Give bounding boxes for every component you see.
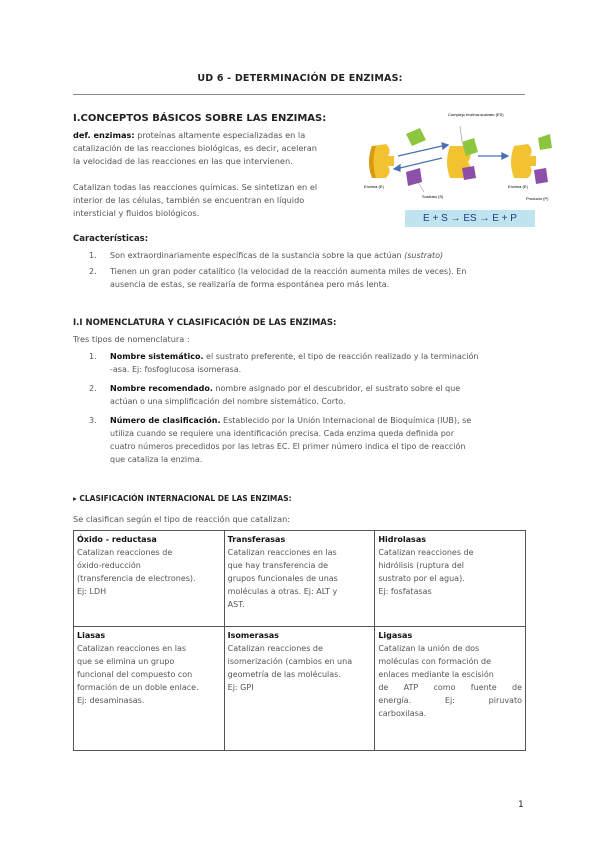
list-text: -asa. Ej: fosfoglucosa isomerasa.: [110, 365, 242, 374]
cell-line: formación de un doble enlace.: [77, 683, 199, 692]
cell-line: carboxilasa.: [378, 709, 427, 718]
enzyme-substrate-complex: [447, 138, 478, 180]
cell-line: enlaces mediante la escisión: [378, 670, 494, 679]
cell-line: Ej: desaminasas.: [77, 696, 145, 705]
cell-line: funcional del compuesto con: [77, 670, 193, 679]
list-item: [73, 249, 533, 262]
label-enzyme-left: Enzima (E): [364, 184, 384, 189]
list-number: 3.: [89, 416, 97, 425]
cell-title: Óxido - reductasa: [77, 535, 157, 544]
label-complex: Complejo enzima-sustrato (ES): [448, 112, 504, 117]
list-text: Son extraordinariamente específicas de la sustancia sobre la que actúan: [110, 251, 405, 260]
label-enzyme-right: Enzima (E): [508, 184, 528, 189]
definition-line: la velocidad de las reacciones en las que intervienen.: [73, 156, 293, 166]
table-row: [74, 627, 526, 751]
cell-line: energía. Ej: piruvato: [378, 696, 522, 705]
list-term: Nombre sistemático.: [110, 352, 204, 361]
cell-line: AST.: [227, 600, 245, 609]
cell-line: grupos funcionales de unas: [227, 574, 338, 583]
nomenclature-intro: Tres tipos de nomenclatura :: [73, 334, 190, 344]
list-number: 1.: [89, 251, 97, 260]
cell-line: Ej: LDH: [77, 587, 107, 596]
list-text: cuatro números precedidos por las letras EC. El primer número indica el tipo de reacción: [110, 442, 466, 451]
section1-heading: I.CONCEPTOS BÁSICOS SOBRE LAS ENZIMAS:: [73, 113, 327, 124]
section2-heading: I.I NOMENCLATURA Y CLASIFICACIÓN DE LAS ENZIMAS:: [73, 318, 337, 328]
list-item: [73, 350, 533, 376]
list-item: [73, 382, 533, 408]
product-shapes: [534, 134, 552, 184]
list-text: actúan o una simplificación del nombre sistemático. Corto.: [110, 397, 346, 406]
list-number: 2.: [89, 267, 97, 276]
section3-heading: ▸ CLASIFICACIÓN INTERNACIONAL DE LAS ENZIMAS:: [73, 494, 292, 503]
paragraph-line: interior de las células, también se encuentran en líquido: [73, 195, 305, 205]
cell-line: Catalizan reacciones en las: [227, 548, 337, 557]
nomenclature-list: [73, 350, 533, 466]
cell-line: Catalizan reacciones en las: [77, 644, 187, 653]
cell-line: Catalizan reacciones de: [378, 548, 474, 557]
title-divider: [73, 94, 525, 95]
paragraph-line: intersticial y fluidos biológicos.: [73, 208, 200, 218]
substrate-shapes: [406, 128, 426, 186]
cell-line: geometría de las moléculas.: [227, 670, 341, 679]
cell-title: Transferasas: [227, 535, 286, 544]
table-cell-hydrolases: [375, 531, 526, 627]
page-number: 1: [518, 800, 524, 810]
cell-line: Ej: GPI: [227, 683, 254, 692]
table-cell-ligases: [375, 627, 526, 751]
enzyme-substrate-figure: [362, 112, 552, 208]
characteristics-list: [73, 249, 533, 291]
cell-title: Ligasas: [378, 631, 413, 640]
reaction-equation: E + S → ES → E + P: [405, 210, 535, 227]
table-cell-oxidoreductase: [74, 531, 225, 627]
list-term: Número de clasificación.: [110, 416, 221, 425]
list-text: Tienen un gran poder catalítico (la velocidad de la reacción aumenta miles de veces). En: [110, 267, 467, 276]
definition-term: def. enzimas:: [73, 130, 135, 140]
enzyme-left-shape: [369, 144, 394, 178]
list-text: nombre asignado por el descubridor, el sustrato sobre el que: [212, 384, 461, 393]
list-item: [73, 414, 533, 466]
cell-line: Catalizan reacciones de: [77, 548, 173, 557]
cell-title: Hidrolasas: [378, 535, 426, 544]
cell-line: que se elimina un grupo: [77, 657, 175, 666]
cell-line: hidrólisis (ruptura del: [378, 561, 464, 570]
definition-line: catalización de las reacciones biológicas, es decir, aceleran: [73, 143, 317, 153]
list-item: [73, 265, 533, 291]
paragraph-line: Catalizan todas las reacciones químicas. Se sintetizan en el: [73, 182, 318, 192]
classification-intro: Se clasifican según el tipo de reacción que catalizan:: [73, 514, 291, 524]
cell-line: moléculas con formación de: [378, 657, 492, 666]
classification-table: [73, 530, 526, 751]
catalyze-paragraph: [73, 181, 363, 220]
characteristics-heading: Características:: [73, 234, 149, 244]
enzyme-right-shape: [511, 144, 536, 178]
cell-title: Liasas: [77, 631, 106, 640]
list-emphasis: (sustrato): [404, 251, 444, 260]
cell-line: que hay transferencia de: [227, 561, 328, 570]
enzyme-definition: [73, 129, 363, 168]
page-title: UD 6 - DETERMINACIÓN DE ENZIMAS:: [197, 73, 403, 84]
cell-line: isomerización (cambios en una: [227, 657, 353, 666]
cell-line: sustrato por el agua).: [378, 574, 465, 583]
list-text: que cataliza la enzima.: [110, 455, 203, 464]
list-number: 1.: [89, 352, 97, 361]
table-cell-lyases: [74, 627, 225, 751]
cell-line: (transferencia de electrones).: [77, 574, 196, 583]
list-number: 2.: [89, 384, 97, 393]
label-substrate: Sustrato (S): [422, 194, 444, 199]
cell-line: óxido-reducción: [77, 561, 141, 570]
cell-line: Ej: fosfatasas: [378, 587, 432, 596]
cell-line: de ATP como fuente de: [378, 683, 522, 692]
cell-title: Isomerasas: [227, 631, 279, 640]
table-row: [74, 531, 526, 627]
definition-text: proteínas altamente especializadas en la: [134, 130, 306, 140]
cell-line: Catalizan la unión de dos: [378, 644, 480, 653]
table-cell-isomerases: [224, 627, 375, 751]
table-cell-transferases: [224, 531, 375, 627]
list-term: Nombre recomendado.: [110, 384, 213, 393]
list-text: Establecido por la Unión Internacional de Bioquímica (IUB), se: [220, 416, 472, 425]
list-text: utiliza cuando se requiere una identificación precisa. Cada enzima queda definida por: [110, 429, 454, 438]
list-text: el sustrato preferente, el tipo de reacción realizado y la terminación: [203, 352, 479, 361]
list-text: ausencia de estas, se realizaría de forma espontánea pero más lenta.: [110, 280, 390, 289]
cell-line: moléculas a otras. Ej: ALT y: [227, 587, 338, 596]
cell-line: Catalizan reacciones de: [227, 644, 323, 653]
label-products: Producto (P): [526, 196, 549, 201]
